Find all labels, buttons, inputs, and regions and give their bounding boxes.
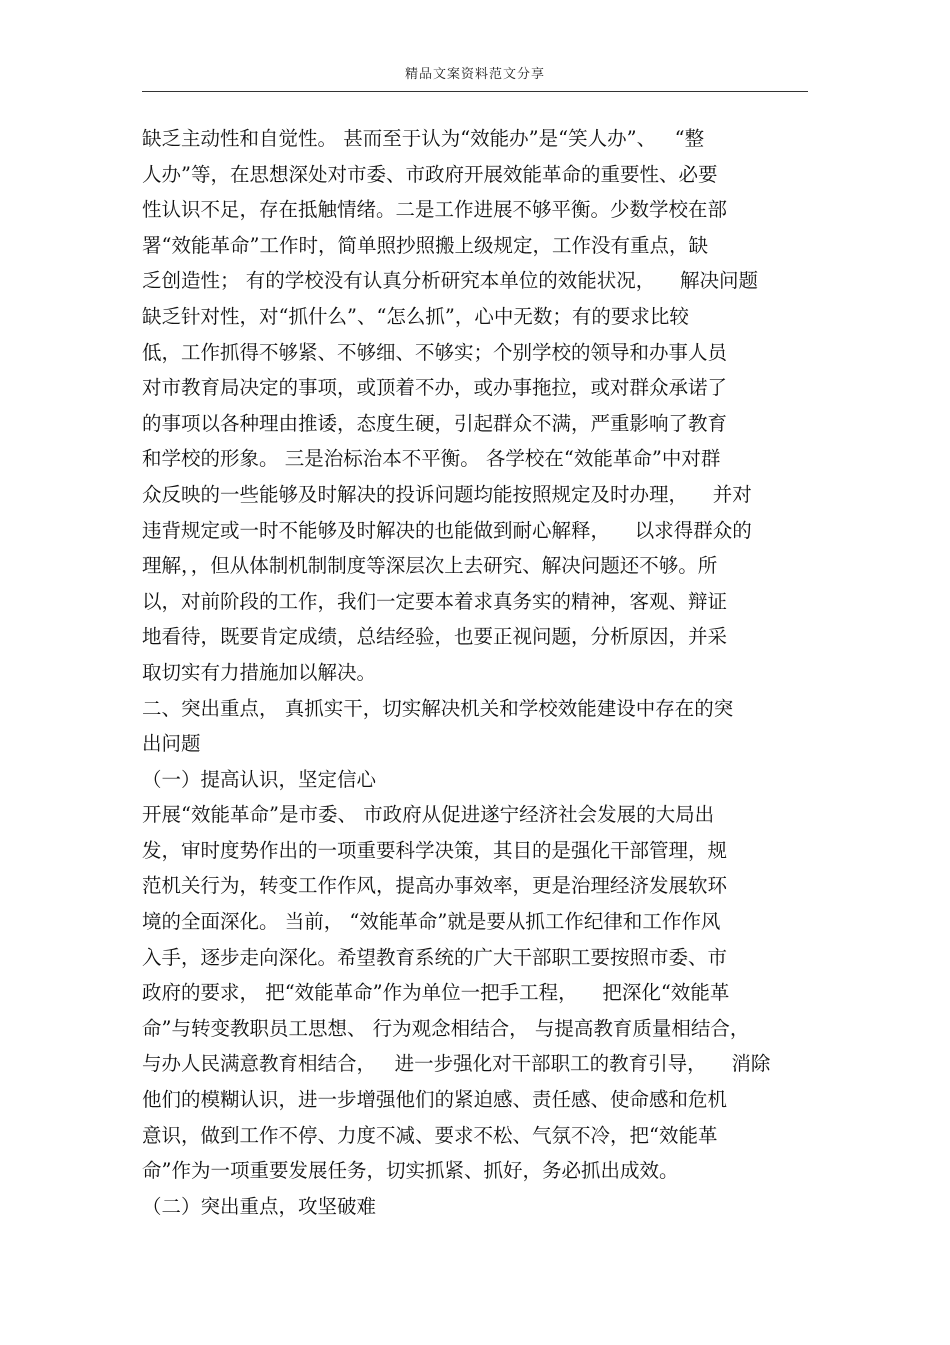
text-line: 众反映的一些能够及时解决的投诉问题均能按照规定及时办理， 并对 bbox=[142, 482, 752, 506]
text-line: 范机关行为，转变工作作风，提高办事效率，更是治理经济发展软环 bbox=[142, 874, 728, 898]
text-line: 意识，做到工作不停、力度不减、要求不松、气氛不冷，把“效能革 bbox=[142, 1123, 718, 1147]
text-line: 性认识不足，存在抵触情绪。二是工作进展不够平衡。少数学校在部 bbox=[142, 198, 728, 222]
text-line: 署“效能革命”工作时，简单照抄照搬上级规定，工作没有重点，缺 bbox=[142, 233, 708, 257]
text-line: 缺乏主动性和自觉性。 甚而至于认为“效能办”是“笑人办”、 “整 bbox=[142, 127, 705, 150]
header-divider bbox=[142, 91, 808, 92]
text-line: 乏创造性； 有的学校没有认真分析研究本单位的效能状况， 解决问题 bbox=[142, 269, 758, 293]
text-line: 境的全面深化。 当前， “效能革命”就是要从抓工作纪律和工作作风 bbox=[142, 910, 721, 934]
text-line: 低，工作抓得不够紧、不够细、不够实；个别学校的领导和办事人员 bbox=[142, 340, 728, 364]
subsection-heading: （二）突出重点，攻坚破难 bbox=[142, 1194, 377, 1218]
text-line: 取切实有力措施加以解决。 bbox=[142, 660, 377, 684]
text-line: 他们的模糊认识，进一步增强他们的紧迫感、责任感、使命感和危机 bbox=[142, 1088, 728, 1112]
text-line: 开展“效能革命”是市委、 市政府从促进遂宁经济社会发展的大局出 bbox=[142, 803, 715, 827]
text-line: 命”作为一项重要发展任务，切实抓紧、抓好，务必抓出成效。 bbox=[142, 1159, 679, 1183]
section-heading: 二、突出重点， 真抓实干，切实解决机关和学校效能建设中存在的突 bbox=[142, 696, 734, 720]
text-line: 政府的要求， 把“效能革命”作为单位一把手工程， 把深化“效能革 bbox=[142, 981, 730, 1005]
text-line: 以，对前阶段的工作，我们一定要本着求真务实的精神，客观、辩证 bbox=[142, 589, 728, 613]
text-line: 与办人民满意教育相结合， 进一步强化对干部职工的教育引导， 消除 bbox=[142, 1052, 771, 1076]
text-line: 发，审时度势作出的一项重要科学决策，其目的是强化干部管理，规 bbox=[142, 838, 728, 862]
text-line: 入手，逐步走向深化。希望教育系统的广大干部职工要按照市委、市 bbox=[142, 945, 728, 969]
text-line: 和学校的形象。 三是治标治本不平衡。 各学校在“效能革命”中对群 bbox=[142, 447, 721, 471]
text-line: 理解，，但从体制机制制度等深层次上去研究、解决问题还不够。所 bbox=[142, 554, 718, 578]
text-line: 违背规定或一时不能够及时解决的也能做到耐心解释， 以求得群众的 bbox=[142, 518, 752, 542]
text-line: 对市教育局决定的事项，或顶着不办，或办事拖拉，或对群众承诺了 bbox=[142, 376, 728, 400]
text-line: 的事项以各种理由推诿，态度生硬，引起群众不满，严重影响了教育 bbox=[142, 411, 728, 435]
section-heading: 出问题 bbox=[142, 732, 201, 756]
text-line: 地看待，既要肯定成绩，总结经验，也要正视问题，分析原因，并采 bbox=[142, 625, 728, 649]
document-body bbox=[142, 121, 812, 1224]
subsection-heading: （一）提高认识，坚定信心 bbox=[142, 767, 377, 791]
text-line: 人办”等，在思想深处对市委、市政府开展效能革命的重要性、必要 bbox=[142, 162, 718, 186]
text-line: 命”与转变教职员工思想、 行为观念相结合， 与提高教育质量相结合， bbox=[142, 1016, 750, 1040]
text-line: 缺乏针对性，对“抓什么”、“怎么抓”，心中无数；有的要求比较 bbox=[142, 304, 689, 328]
page-header: 精品文案资料范文分享 bbox=[404, 67, 545, 82]
